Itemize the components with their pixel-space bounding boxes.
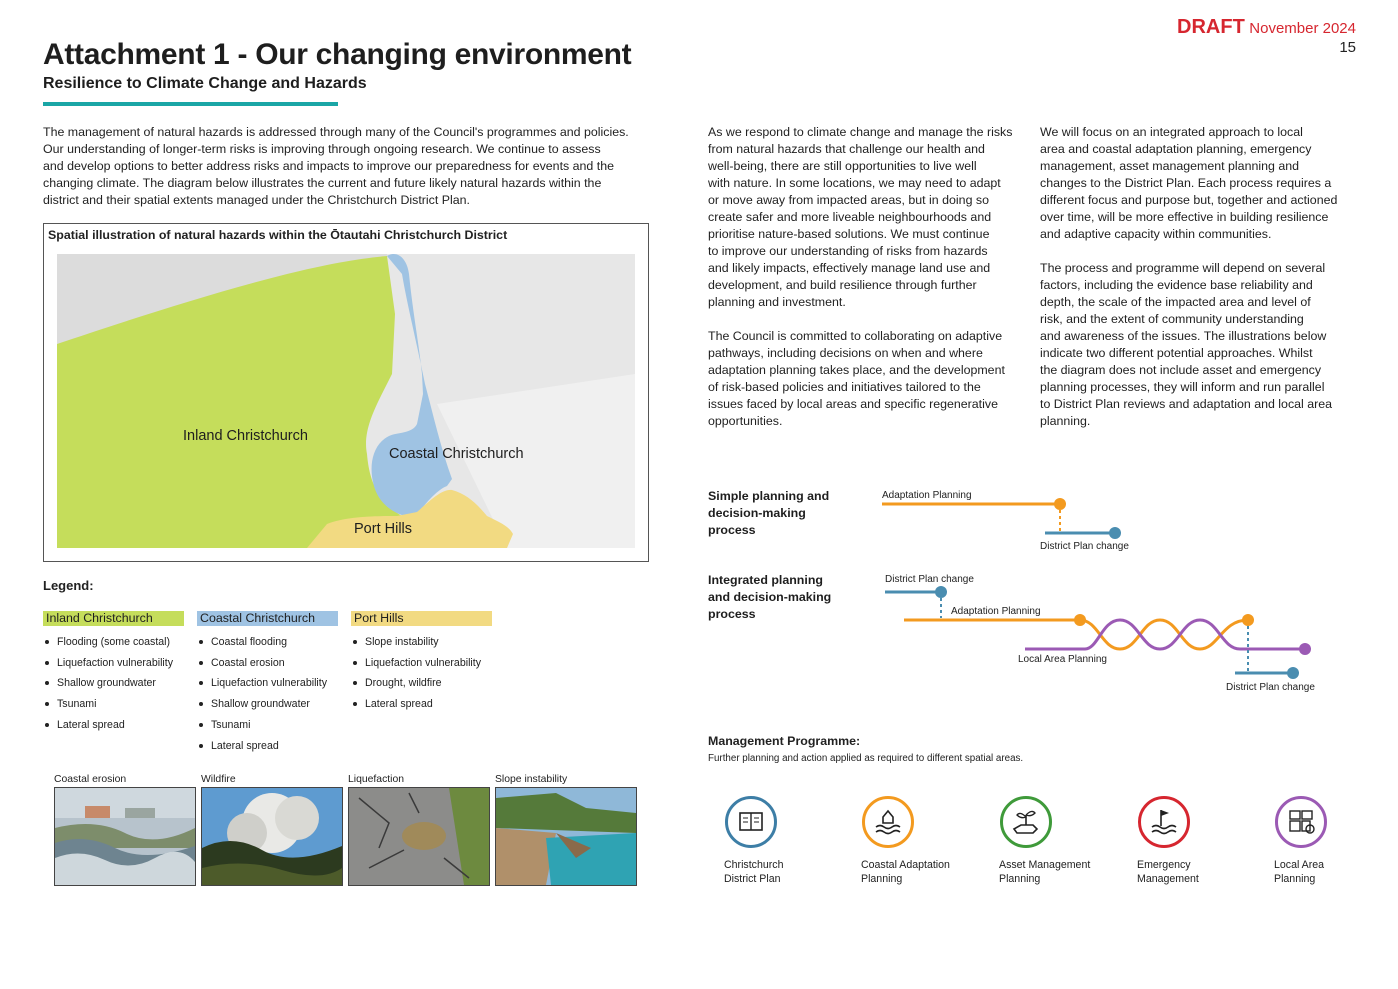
list-item: Shallow groundwater [197,694,338,715]
management-subtitle: Further planning and action applied as required to different spatial areas. [708,753,1024,764]
list-item: Liquefaction vulnerability [351,653,492,674]
list-item: Liquefaction vulnerability [43,653,184,674]
list-item: Lateral spread [197,736,338,757]
legend-list-inland [43,632,184,736]
int-district-top-label: District Plan change [885,574,974,585]
draft-stamp [1177,16,1356,57]
legend-group-inland [43,611,184,736]
mgmt-label-local-area: Local Area Planning [1274,859,1325,885]
int-district-bottom-node [1287,667,1299,679]
intro-paragraph: The management of natural hazards is addressed through many of the Council's programmes and policies. Our understanding of longer-term risks is improving through ongoing research. We continue to assess and develop options to better address risks and impacts to improve our preparedness for events and the changing climate. The diagram below illustrates the current and future likely natural hazards within the district and their spatial extents managed under the Christchurch District Plan. [43,125,629,207]
photo-caption: Liquefaction [348,774,405,785]
slope-instability-image [496,788,636,885]
map-title: Spatial illustration of natural hazards within the Ōtautahi Christchurch District [48,228,508,242]
list-item: Shallow groundwater [43,673,184,694]
mgmt-label-coastal-adaptation: Coastal Adaptation Planning [861,859,950,885]
map-label-port-hills: Port Hills [354,521,413,537]
legend-heading-inland: Inland Christchurch [43,611,184,626]
legend-group-port-hills [351,611,492,715]
int-district-top-node [935,586,947,598]
mgmt-item-emergency [1137,796,1199,886]
photo-liquefaction [348,774,490,886]
body-column-2: As we respond to climate change and manage the risks from natural hazards that challenge our health and well-being, there are still opportunities to live well with nature. In some locations, we may need to adapt or move away from impacted areas, but in doing so create safer and more liveable neighbourhoods and prioritise nature-based solutions. We must continue to improve our understanding of risks from hazards and likely impacts, effectively manage land use and development, and build resilience through further planning and investment. The Council is committed to collaborating on adaptive pathways, including decisions on when and where adaptation planning takes place, and the development of risk-based policies and initiatives tailored to the issues faced by local areas and specific regenerative opportunities. [708,125,1013,428]
houses-icon [1275,796,1327,848]
photo-wildfire [201,774,343,886]
simple-district-label: District Plan change [1040,541,1129,552]
int-local-weave [1085,620,1305,649]
legend-list-port-hills [351,632,492,715]
simple-district-node [1109,527,1121,539]
simple-process-label: Simple planning and decision-making process [708,489,830,537]
photo-caption: Slope instability [495,774,568,785]
map-label-coastal: Coastal Christchurch [389,446,524,462]
mgmt-label-emergency: Emergency Management [1137,859,1199,885]
mgmt-label-asset-management: Asset Management Planning [999,859,1091,885]
list-item: Lateral spread [351,694,492,715]
list-item: Drought, wildfire [351,673,492,694]
integrated-process-label: Integrated planning and decision-making process [708,573,832,621]
photo-caption: Wildfire [201,774,236,785]
book-icon [725,796,777,848]
simple-adaptation-node [1054,498,1066,510]
hazard-map-panel [43,223,649,562]
photo-caption: Coastal erosion [54,774,127,785]
list-item: Coastal flooding [197,632,338,653]
legend-list-coastal [197,632,338,756]
int-adaptation-weave [1080,620,1248,649]
list-item: Tsunami [43,694,184,715]
list-item: Slope instability [351,632,492,653]
simple-adaptation-label: Adaptation Planning [882,490,972,501]
legend-heading-port-hills: Port Hills [351,611,492,626]
int-local-label: Local Area Planning [1018,654,1107,665]
int-adaptation-node-end [1242,614,1254,626]
plant-hand-icon [1000,796,1052,848]
mgmt-item-asset-management [999,796,1090,886]
page-subtitle: Resilience to Climate Change and Hazards [43,75,367,92]
draft-date: November 2024 [1249,20,1356,37]
page-number: 15 [1339,39,1356,56]
coastal-erosion-image [55,788,195,885]
wildfire-image [202,788,342,885]
list-item: Lateral spread [43,715,184,736]
legend-group-coastal [197,611,338,756]
list-item: Coastal erosion [197,653,338,674]
mgmt-label-district-plan: Christchurch District Plan [724,859,784,885]
page-title: Attachment 1 - Our changing environment [43,38,632,71]
map-label-inland: Inland Christchurch [183,428,308,444]
liquefaction-image [349,788,489,885]
photo-coastal-erosion [54,774,196,886]
list-item: Tsunami [197,715,338,736]
legend-heading-coastal: Coastal Christchurch [197,611,338,626]
photo-slope-instability [495,774,637,886]
mgmt-item-coastal-adaptation [861,796,950,886]
title-underline [43,102,338,106]
body-column-3: We will focus on an integrated approach to local area and coastal adaptation planning, emergency management, asset management planning and changes to the District Plan. Each process requires a different focus and purpose but, together and actioned over time, will be more effective in building resilience and adaptive capacity within communities. The process and programme will depend on several factors, including the evidence base reliability and depth, the scale of the impacted area and level of risk, and the extent of community understanding and awareness of the issues. The illustrations below indicate two different potential approaches. Whilst the diagram does not include asset and emergency planning processes, they will inform and run parallel to District Plan reviews and adaptation and local area planning. [1040,125,1338,428]
hazard-map [57,254,635,548]
draft-word: DRAFT [1177,16,1245,38]
flag-waves-icon [1138,796,1190,848]
mgmt-item-district-plan [724,796,783,886]
list-item: Flooding (some coastal) [43,632,184,653]
management-title: Management Programme: [708,734,861,748]
mgmt-item-local-area [1274,796,1327,886]
int-local-node [1299,643,1311,655]
legend-title: Legend: [43,578,94,593]
process-diagram [870,480,1340,700]
int-district-bottom-label: District Plan change [1226,682,1315,693]
waves-icon [862,796,914,848]
list-item: Liquefaction vulnerability [197,673,338,694]
int-adaptation-label: Adaptation Planning [951,606,1041,617]
